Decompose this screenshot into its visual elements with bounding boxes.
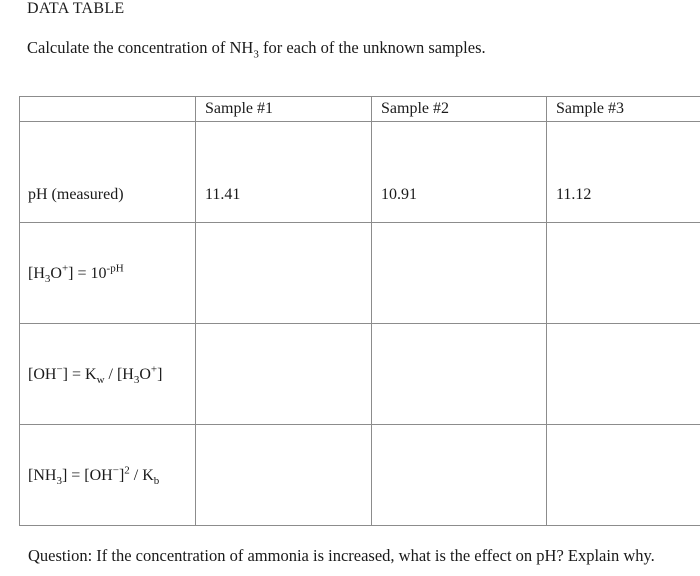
nh3-value-sample-3 — [547, 425, 700, 489]
value-cell-sample-1 — [196, 425, 372, 526]
value-cell-sample-3 — [547, 223, 700, 324]
nh3-value-sample-1 — [196, 425, 371, 489]
instruction-subscript: 3 — [253, 48, 259, 61]
value-cell-sample-2 — [372, 122, 547, 223]
page-title: DATA TABLE — [27, 0, 125, 17]
oh-value-sample-3 — [547, 324, 700, 388]
value-cell-sample-2 — [372, 223, 547, 324]
row-label-cell — [20, 425, 196, 526]
instruction-text — [27, 38, 486, 61]
h3o-value-sample-1 — [196, 223, 371, 287]
value-cell-sample-3 — [547, 324, 700, 425]
header-cell-sample-2 — [372, 97, 547, 122]
value-cell-sample-2 — [372, 324, 547, 425]
row-label-ph: pH (measured) — [28, 186, 124, 203]
data-table — [19, 96, 700, 526]
header-cell-empty — [20, 97, 196, 122]
table-row-nh3 — [20, 425, 700, 526]
row-label-cell — [20, 324, 196, 425]
row-label-h3o: $[H_3O^+] = 10^{-pH}$ — [28, 262, 124, 286]
header-label-sample-1: Sample #1 — [205, 100, 273, 117]
ph-value-sample-1: 11.41 — [205, 186, 241, 203]
row-label-nh3: $[NH_3] = [OH^-]^2 / K_b$ — [28, 464, 160, 488]
h3o-value-sample-3 — [547, 223, 700, 287]
table-header-row — [20, 97, 700, 122]
ph-value-sample-2: 10.91 — [381, 186, 417, 203]
value-cell-sample-2 — [372, 425, 547, 526]
table-row-oh — [20, 324, 700, 425]
value-cell-sample-3 — [547, 122, 700, 223]
table-row-ph — [20, 122, 700, 223]
header-cell-sample-3 — [547, 97, 700, 122]
instruction-after: for each of the unknown samples. — [258, 38, 486, 57]
nh3-value-sample-2 — [372, 425, 546, 489]
instruction-before: Calculate the concentration of NH — [27, 38, 254, 57]
oh-value-sample-2 — [372, 324, 546, 388]
header-cell-sample-1 — [196, 97, 372, 122]
value-cell-sample-1 — [196, 122, 372, 223]
ph-value-sample-3: 11.12 — [556, 186, 592, 203]
value-cell-sample-3 — [547, 425, 700, 526]
oh-value-sample-1 — [196, 324, 371, 388]
row-label-oh: $[OH^-] = K_w / [H_3O^+]$ — [28, 363, 163, 387]
question-text: Question: If the concentration of ammonia is increased, what is the effect on pH? Explain why. — [28, 546, 655, 565]
value-cell-sample-1 — [196, 223, 372, 324]
value-cell-sample-1 — [196, 324, 372, 425]
row-label-cell — [20, 122, 196, 223]
header-label-sample-2: Sample #2 — [381, 100, 449, 117]
header-label-sample-3: Sample #3 — [556, 100, 624, 117]
row-label-cell — [20, 223, 196, 324]
h3o-value-sample-2 — [372, 223, 546, 287]
table-row-h3o — [20, 223, 700, 324]
